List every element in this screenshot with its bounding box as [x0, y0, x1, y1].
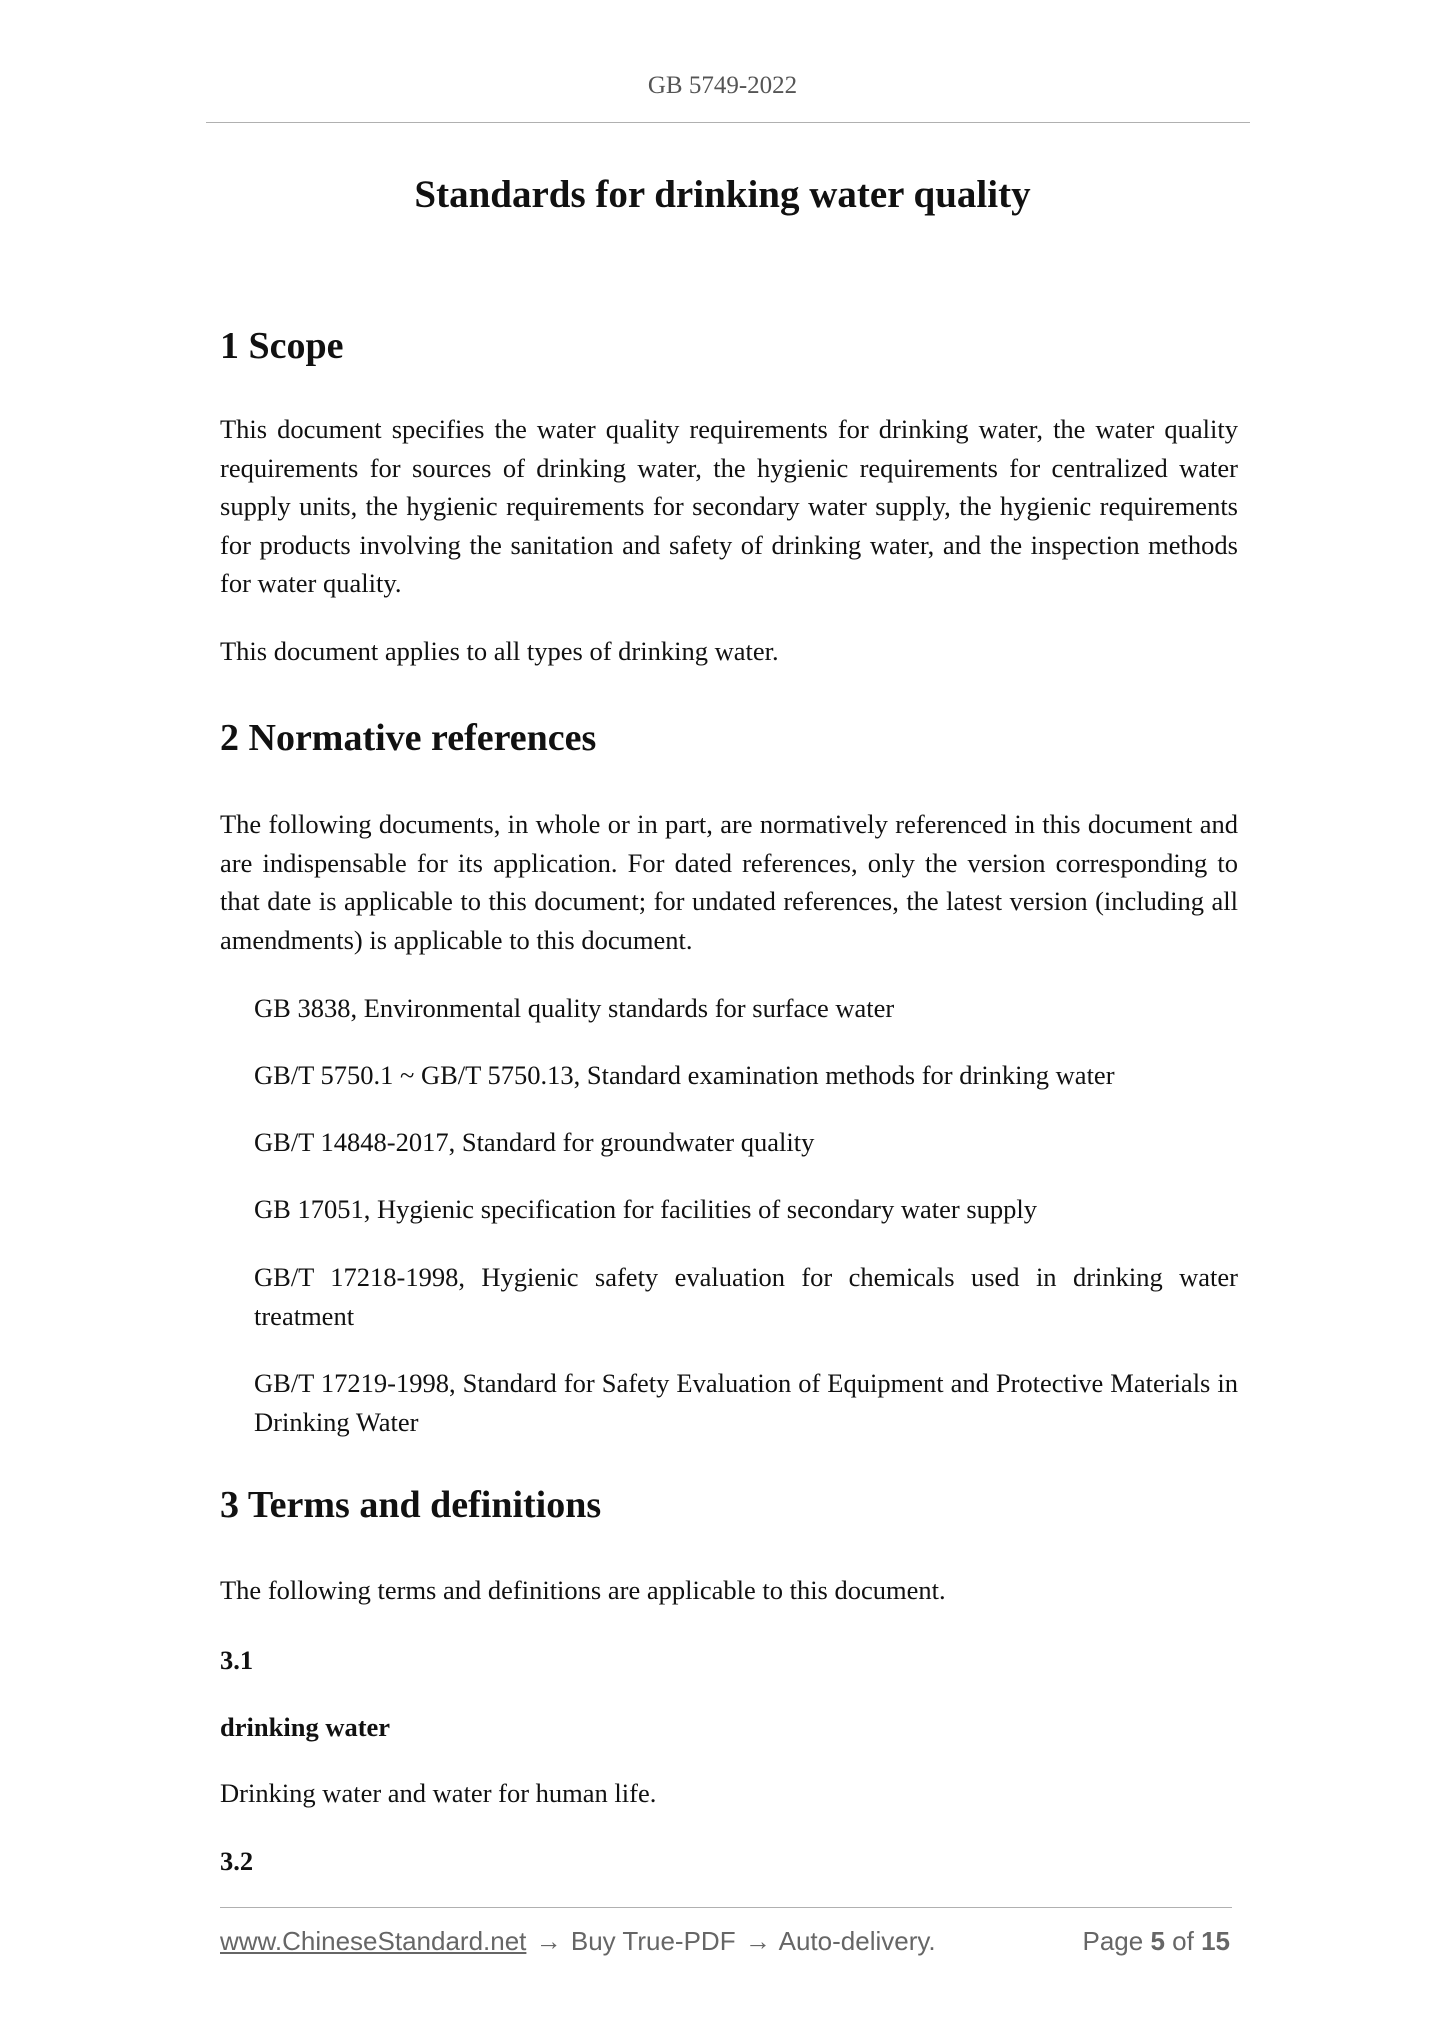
- reference-item: GB/T 17219-1998, Standard for Safety Evaluation of Equipment and Protective Materials in Drinking Water: [254, 1368, 1238, 1437]
- section-heading-scope: 1 Scope: [220, 325, 344, 367]
- reference-item: GB 3838, Environmental quality standards for surface water: [254, 993, 895, 1023]
- scope-paragraph: This document specifies the water quality requirements for drinking water, the water quality requirements for sources of drinking water, the hygienic requirements for centralized water supply units, the hygienic requirements for secondary water supply, the hygienic requirements for products involving the sanitation and safety of drinking water, and the inspection methods for water quality.: [220, 414, 1238, 598]
- page-of-label: of: [1172, 1926, 1194, 1956]
- term-number: 3.1: [220, 1645, 254, 1675]
- footer-divider: [220, 1907, 1232, 1908]
- term-number: 3.2: [220, 1846, 254, 1876]
- section-heading-terms-definitions: 3 Terms and definitions: [220, 1484, 602, 1526]
- arrow-right-icon: →: [744, 1926, 771, 1956]
- header-divider: [206, 122, 1250, 123]
- normative-references-intro: The following documents, in whole or in part, are normatively referenced in this document and are indispensable for its application. For dated references, only the version corresponding to that date is applicable to this document; for undated references, the latest version (including all amendments) is applicable to this document.: [220, 809, 1238, 955]
- reference-item: GB/T 17218-1998, Hygienic safety evaluation for chemicals used in drinking water treatment: [254, 1262, 1238, 1331]
- auto-delivery-text: Auto-delivery.: [778, 1926, 936, 1956]
- page-footer: [220, 1926, 1230, 1966]
- term-definition: Drinking water and water for human life.: [220, 1778, 657, 1808]
- running-header: GB 5749-2022: [647, 72, 798, 99]
- reference-item: GB/T 5750.1 ~ GB/T 5750.13, Standard examination methods for drinking water: [254, 1060, 1115, 1090]
- reference-item: GB 17051, Hygienic specification for facilities of secondary water supply: [254, 1194, 1037, 1224]
- section-heading-normative-references: 2 Normative references: [220, 717, 597, 759]
- page-label: Page: [1082, 1926, 1144, 1956]
- footer-promo: [220, 1926, 936, 1957]
- arrow-right-icon: →: [535, 1926, 562, 1956]
- document-title: Standards for drinking water quality: [414, 173, 1031, 216]
- reference-item: GB/T 14848-2017, Standard for groundwater quality: [254, 1127, 815, 1157]
- scope-applicability: This document applies to all types of drinking water.: [220, 636, 779, 666]
- website-link[interactable]: www.ChineseStandard.net: [220, 1926, 527, 1956]
- buy-pdf-text: Buy True-PDF: [570, 1926, 736, 1956]
- total-pages-number: 15: [1201, 1926, 1230, 1956]
- page-indicator: [1082, 1926, 1230, 1957]
- current-page-number: 5: [1150, 1926, 1165, 1956]
- term-name: drinking water: [220, 1712, 391, 1742]
- terms-intro: The following terms and definitions are applicable to this document.: [220, 1575, 946, 1605]
